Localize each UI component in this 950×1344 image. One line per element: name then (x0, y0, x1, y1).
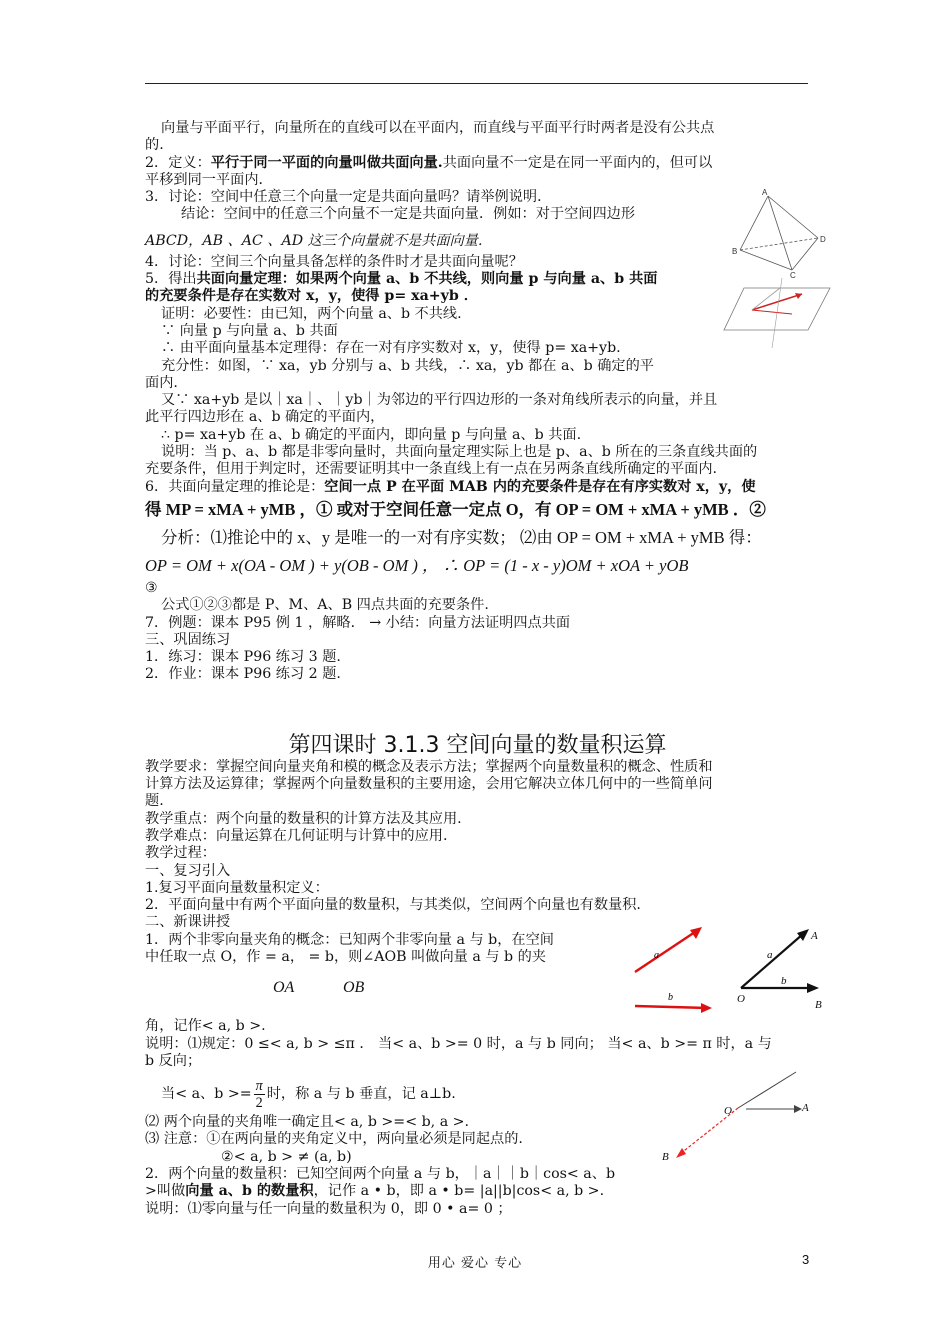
paragraph: 1.复习平面向量数量积定义： (145, 879, 329, 896)
paragraph: 公式①②③都是 P、M、A、B 四点共面的充要条件. (161, 597, 489, 614)
formula-marker: ③ (145, 579, 158, 596)
vertex-label: B (732, 247, 738, 256)
angle-aob-figure (733, 922, 828, 1010)
proof-line: ∴ 由平面向量基本定理得：存在一对有序实数对 x，y，使得 p= xa+yb. (161, 340, 621, 357)
paragraph: 结论：空间中的任意三个向量不一定是共面向量．例如：对于空间四边形 (181, 206, 636, 223)
section-title: 第四课时 3.1.3 空间向量的数量积运算 (288, 732, 667, 758)
point-label: O (737, 993, 745, 1005)
definition-line: >叫做向量 a、b 的数量积，记作 a • b，即 a • b= |a||b|cos< a, b >. (145, 1183, 605, 1200)
vector-label: a (767, 949, 773, 961)
perpendicular-line: 当< a、b >= $\frac{\pi}{2}$ 时，称 a 与 b 垂直，记 a⊥b. (161, 1077, 456, 1111)
paragraph: 7．例题：课本 P95 例 1 ，解略． → 小结：向量方法证明四点共面 (145, 614, 571, 631)
paragraph: ABCD，AB 、AC 、AD 这三个向量就不是共面向量． (145, 232, 493, 249)
section-heading: 一、复习引入 (145, 862, 231, 879)
point-label: O (724, 1105, 732, 1117)
vector-label: b (668, 992, 673, 1003)
document-body (145, 120, 810, 1218)
theorem-line: 5．得出共面向量定理：如果两个向量 a、b 不共线，则向量 p 与向量 a、b 共面 (145, 271, 658, 288)
paragraph: 2．两个向量的数量积：已知空间两个向量 a 与 b，｜a｜｜b｜cos< a、b (145, 1166, 616, 1183)
free-vectors-figure (630, 920, 720, 1012)
formula-line: OP = OM + x(OA - OM ) + y(OB - OM ) ， ∴ OP = (1 - x - y)OM + xOA + yOB (145, 555, 689, 575)
theorem-line: 的充要条件是存在实数对 x，y，使得 p= xa+yb ． (145, 288, 478, 305)
vertex-label: D (820, 235, 826, 244)
exercise-line: 1．练习：课本 P96 练习 3 题. (145, 649, 341, 666)
paragraph: 教学过程： (145, 845, 216, 862)
page-footer: 用心 爱心 专心 (427, 1256, 523, 1271)
point-label: B (662, 1151, 669, 1163)
opposite-vectors-figure (658, 1064, 808, 1168)
point-label: A (802, 1102, 809, 1114)
paragraph: 教学要求：掌握空间向量夹角和模的概念及表示方法；掌握两个向量数量积的概念、性质和 (145, 758, 713, 775)
paragraph: 说明：⑴规定：0 ≤< a, b > ≤π ． 当< a、b >= 0 时，a 与 b 同向； 当< a、b >= π 时，a 与 (145, 1035, 772, 1052)
paragraph: 教学重点：两个向量的数量积的计算方法及其应用. (145, 810, 462, 827)
exercise-line: 2．作业：课本 P96 练习 2 题. (145, 666, 341, 683)
paragraph: 2．平面向量中有两个平面向量的数量积，与其类似，空间两个向量也有数量积. (145, 897, 641, 914)
paragraph: ②< a, b > ≠ (a, b) (221, 1148, 352, 1165)
definition-line: 2．定义：平行于同一平面的向量叫做共面向量.共面向量不一定是在同一平面内的，但可以 (145, 154, 713, 171)
paragraph: 平移到同一平面内． (145, 171, 273, 188)
formula-line: 得 MP = xMA + yMB ，① 或对于空间任意一定点 O，有 OP = OM + xMA + yMB ．② (145, 499, 766, 519)
paragraph: 向量与平面平行，向量所在的直线可以在平面内，而直线与平面平行时两者是没有公共点 (161, 120, 715, 136)
point-label: B (815, 999, 822, 1011)
pi-over-2: $\frac{\pi}{2}$ (255, 1077, 263, 1111)
paragraph: 充要条件，但用于判定时，还需要证明其中一条直线上有一点在另两条直线所确定的平面内. (145, 461, 718, 478)
coplanar-figure (722, 268, 834, 358)
paragraph: 说明：当 p、a、b 都是非零向量时，共面向量定理实际上也是 p、a、b 所在的三条直线共面的 (161, 444, 758, 461)
proof-line: ∴ p= xa+yb 在 a、b 确定的平面内，即向量 p 与向量 a、b 共面. (161, 426, 582, 443)
paragraph: 中任取一点 O，作 = a， = b，则∠AOB 叫做向量 a 与 b 的夹 (145, 948, 546, 965)
paragraph: 计算方法及运算律；掌握两个向量数量积的主要用途，会用它解决立体几何中的一些简单问 (145, 776, 713, 793)
proof-line: ∵ 向量 p 与向量 a、b 共面 (161, 322, 338, 339)
proof-line: 面内. (145, 374, 178, 391)
vector-labels: OA OB (273, 979, 365, 997)
section-heading: 二、新课讲授 (145, 914, 231, 931)
proof-line: 此平行四边形在 a、b 确定的平面内， (145, 409, 385, 426)
proof-line: 证明：必要性：由已知，两个向量 a、b 不共线. (161, 305, 462, 322)
paragraph: 题. (145, 793, 164, 810)
vector-label: b (781, 975, 787, 987)
header-rule (145, 83, 808, 84)
paragraph: ⑶ 注意：①在两向量的夹角定义中，两向量必须是同起点的. (145, 1131, 523, 1148)
paragraph: b 反向； (145, 1052, 202, 1069)
paragraph: 的. (145, 137, 164, 154)
section-heading: 三、巩固练习 (145, 631, 231, 648)
paragraph: 角，记作< a, b >. (145, 1018, 266, 1035)
vertex-label: C (790, 271, 796, 280)
paragraph: 4．讨论：空间三个向量具备怎样的条件时才是共面向量呢？ (145, 253, 523, 270)
paragraph: 说明：⑴零向量与任一向量的数量积为 0，即 0 • a= 0 ； (145, 1200, 512, 1217)
paragraph: ⑵ 两个向量的夹角唯一确定且< a, b >=< b, a >. (145, 1114, 470, 1131)
vector-label: a (654, 950, 659, 961)
paragraph: 1．两个非零向量夹角的概念：已知两个非零向量 a 与 b，在空间 (145, 931, 554, 948)
paragraph: 3．讨论：空间中任意三个向量一定是共面向量吗？请举例说明． (145, 189, 552, 206)
point-label: A (811, 930, 818, 942)
paragraph: 教学难点：向量运算在几何证明与计算中的应用. (145, 827, 448, 844)
corollary-line: 6．共面向量定理的推论是：空间一点 P 在平面 MAB 内的充要条件是存在有序实数对 x，y，使 (145, 478, 756, 495)
page-number: 3 (802, 1252, 810, 1267)
proof-line: 又∵ xa+yb 是以｜xa｜、｜yb｜为邻边的平行四边形的一条对角线所表示的向量，并且 (161, 392, 718, 409)
proof-line: 充分性：如图，∵ xa，yb 分别与 a、b 共线，∴ xa，yb 都在 a、b 确定的平 (161, 357, 654, 374)
vertex-label: A (762, 188, 768, 197)
tetrahedron-figure (730, 186, 835, 280)
formula-line: 分析：⑴推论中的 x、y 是唯一的一对有序实数； ⑵由 OP = OM + xMA + yMB 得： (161, 527, 762, 547)
